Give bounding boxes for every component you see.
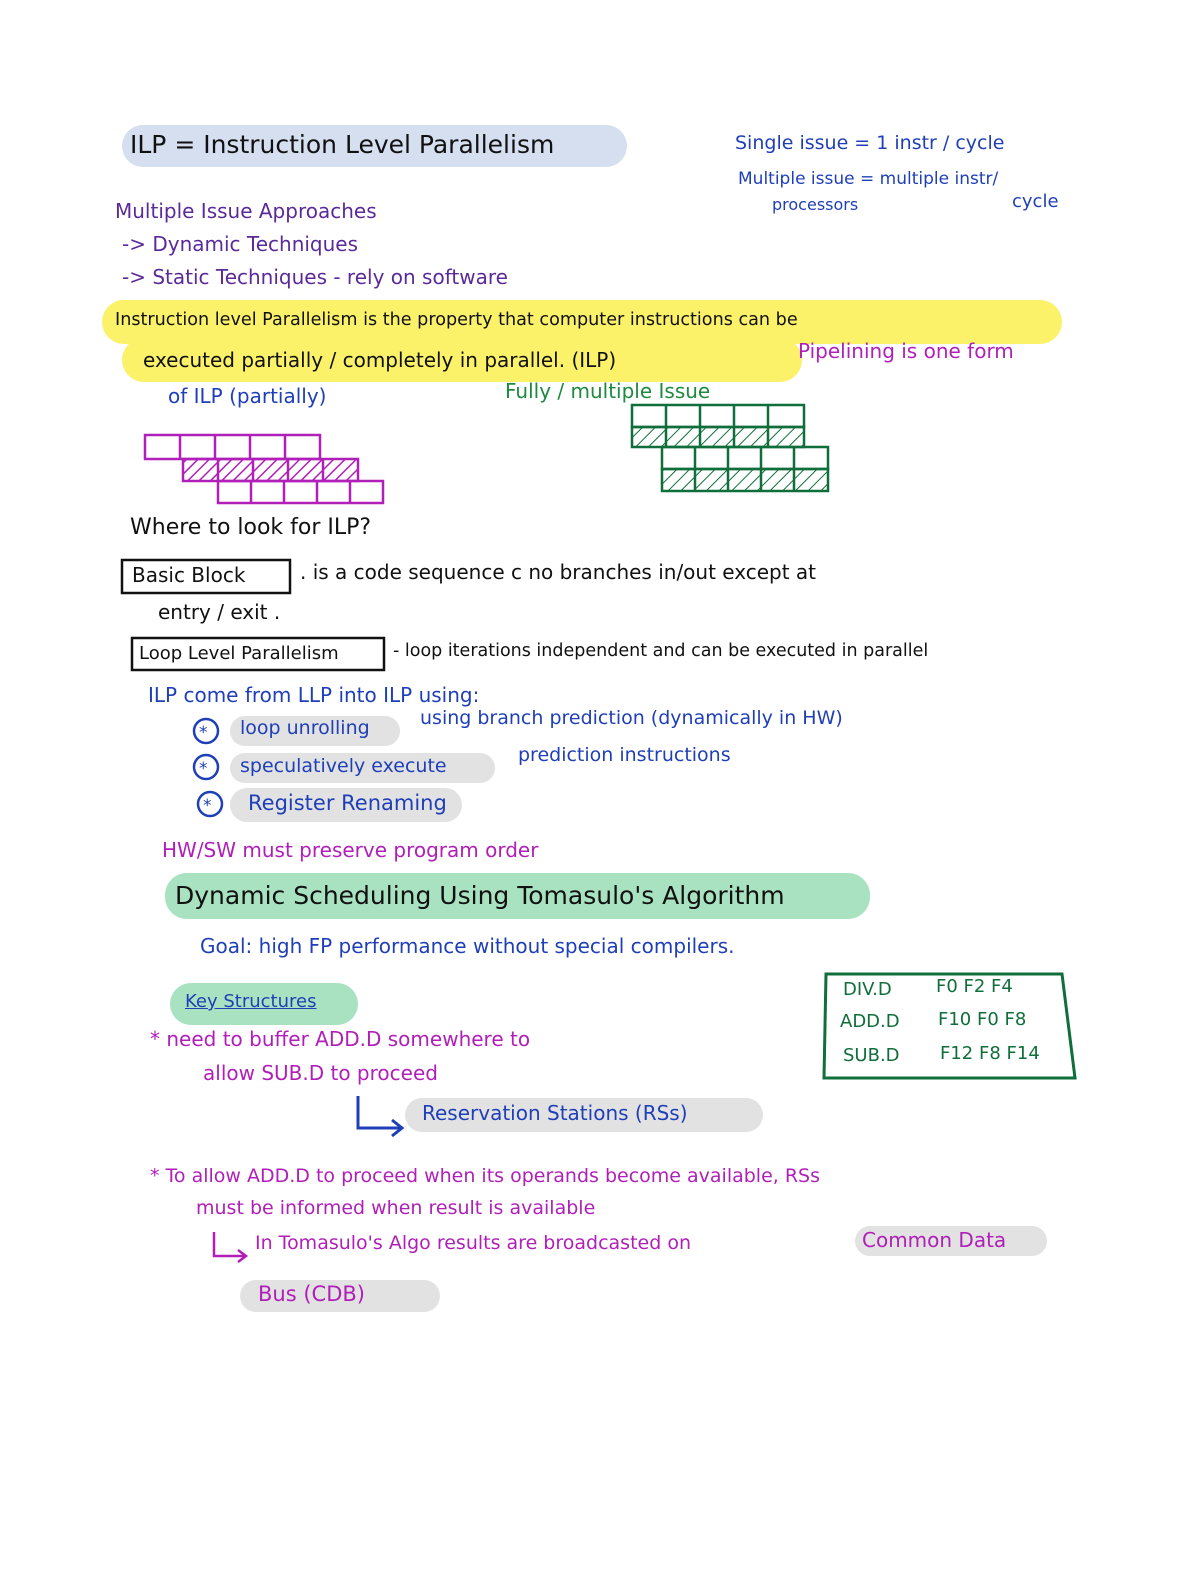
- tomasulo-goal: Goal: high FP performance without special compilers.: [200, 934, 735, 958]
- definition-line-3: of ILP (partially): [168, 384, 327, 408]
- program-order: HW/SW must preserve program order: [162, 838, 539, 862]
- reservation-stations: Reservation Stations (RSs): [422, 1101, 688, 1125]
- instr-op-div: DIV.D: [843, 979, 892, 1000]
- instr-op-add: ADD.D: [840, 1011, 900, 1032]
- basic-block-label: Basic Block: [132, 563, 246, 587]
- pipelining-diagram: [145, 435, 383, 503]
- key-structures: Key Structures: [185, 991, 317, 1012]
- dynamic-techniques: -> Dynamic Techniques: [122, 232, 359, 256]
- instr-regs-sub: F12 F8 F14: [940, 1043, 1040, 1064]
- multiple-issue-processors: processors: [772, 195, 859, 214]
- svg-text:*: *: [199, 759, 208, 779]
- loop-level-desc: - loop iterations independent and can be executed in parallel: [393, 641, 929, 661]
- bullet-marks: [194, 719, 222, 816]
- static-techniques: -> Static Techniques - rely on software: [122, 265, 508, 289]
- register-renaming: Register Renaming: [248, 791, 447, 815]
- page-title: ILP = Instruction Level Parallelism: [130, 130, 555, 159]
- loop-unrolling: loop unrolling: [240, 717, 370, 739]
- approaches-heading: Multiple Issue Approaches: [115, 199, 377, 223]
- bus-cdb-text: Bus (CDB): [258, 1282, 365, 1306]
- definition-line-1: Instruction level Parallelism is the property that computer instructions can be: [115, 310, 798, 330]
- loop-level-label: Loop Level Parallelism: [139, 643, 339, 664]
- basic-block-desc-2: entry / exit .: [158, 600, 281, 624]
- common-data-text: Common Data: [862, 1228, 1007, 1252]
- tomasulo-heading: Dynamic Scheduling Using Tomasulo's Algorithm: [175, 881, 785, 910]
- svg-text:*: *: [203, 796, 212, 816]
- definition-line-2: executed partially / completely in parallel. (ILP): [143, 348, 617, 372]
- buffer-note-2: allow SUB.D to proceed: [203, 1061, 438, 1085]
- svg-text:*: *: [199, 723, 208, 743]
- multiple-issue-note: Multiple issue = multiple instr/: [738, 169, 999, 189]
- broadcast-note: In Tomasulo's Algo results are broadcasted on: [255, 1232, 691, 1254]
- instr-regs-div: F0 F2 F4: [936, 976, 1013, 997]
- allow-note-1: * To allow ADD.D to proceed when its operands become available, RSs: [150, 1165, 821, 1187]
- ilp-conversion: ILP come from LLP into ILP using:: [148, 683, 480, 707]
- cdb-arrow: [214, 1232, 246, 1262]
- rs-arrow: [358, 1096, 402, 1136]
- branch-prediction: using branch prediction (dynamically in HW): [420, 707, 843, 729]
- basic-block-desc: . is a code sequence c no branches in/out except at: [300, 560, 817, 584]
- fully-multiple-issue-label: Fully / multiple Issue: [505, 379, 711, 403]
- instr-op-sub: SUB.D: [843, 1045, 900, 1066]
- pipelining-note: Pipelining is one form: [798, 339, 1014, 363]
- instr-regs-add: F10 F0 F8: [938, 1009, 1027, 1030]
- prediction-instructions: prediction instructions: [518, 744, 731, 766]
- allow-note-2: must be informed when result is available: [196, 1197, 596, 1219]
- multiple-issue-cycle: cycle: [1012, 191, 1059, 212]
- speculative-execute: speculatively execute: [240, 755, 447, 777]
- single-issue-note: Single issue = 1 instr / cycle: [735, 132, 1005, 154]
- where-question: Where to look for ILP?: [130, 515, 372, 540]
- multiple-issue-diagram: [632, 405, 828, 491]
- buffer-note-1: * need to buffer ADD.D somewhere to: [150, 1027, 531, 1051]
